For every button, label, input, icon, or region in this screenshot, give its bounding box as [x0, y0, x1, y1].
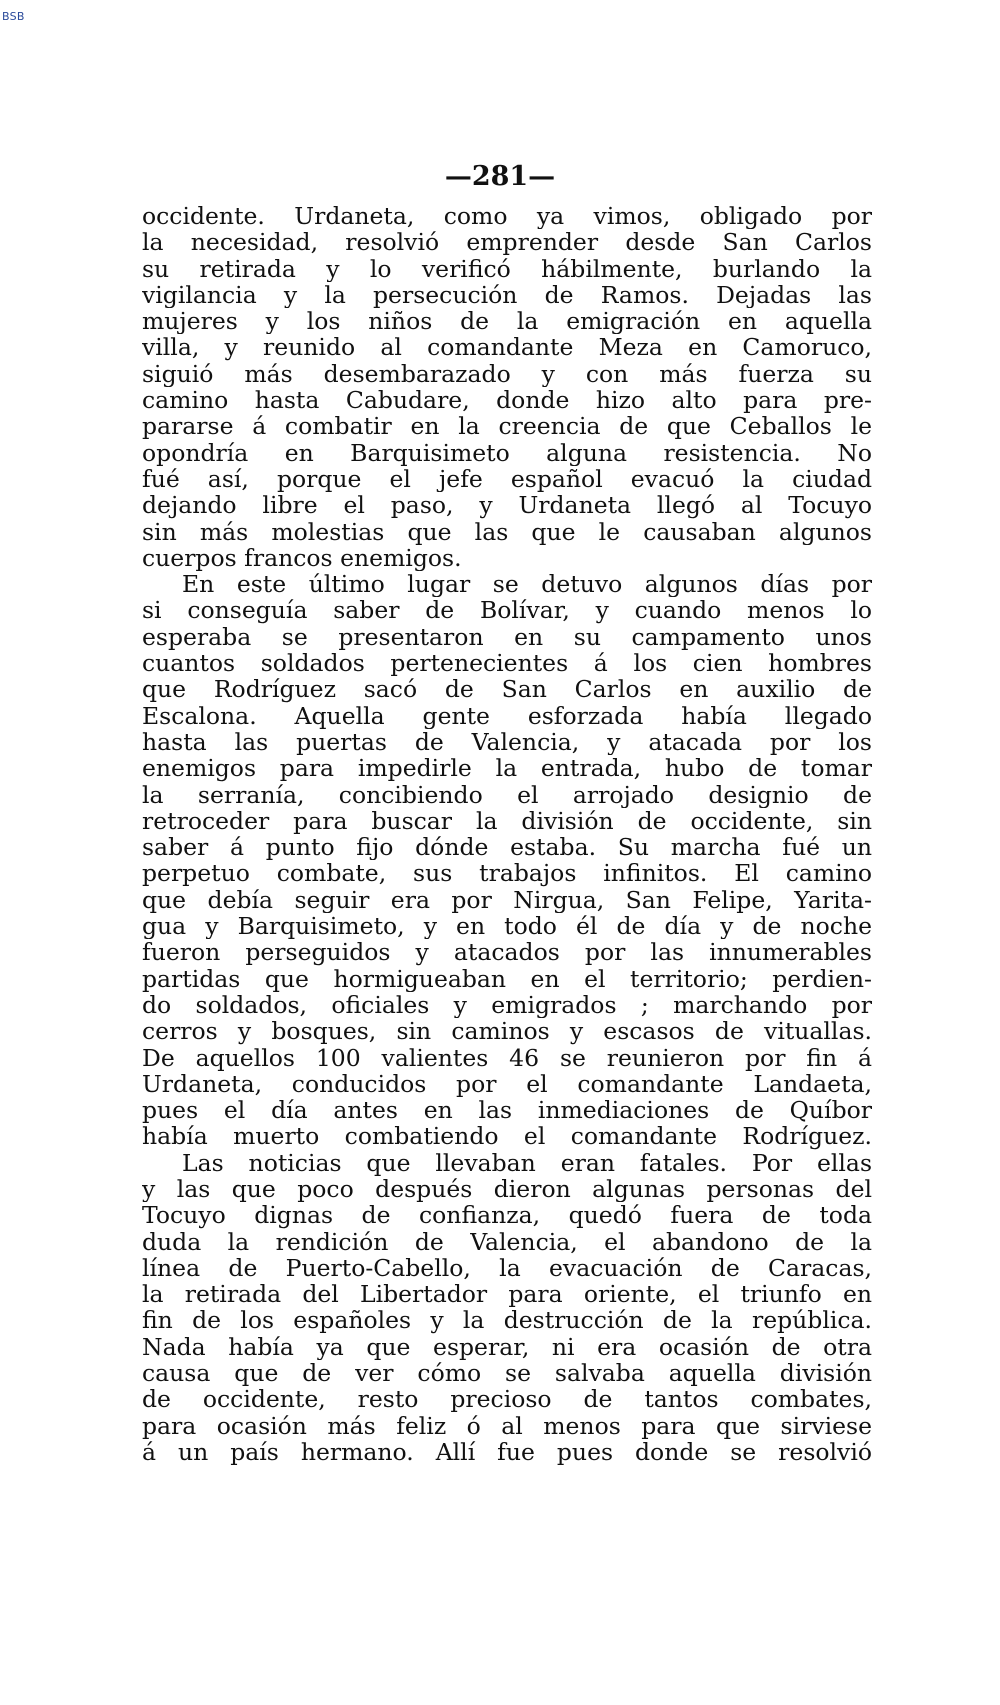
paragraph-start-line: En este último lugar se detuvo algunos días por	[182, 571, 872, 598]
text-line: Urdaneta, conducidos por el comandante Landaeta,	[142, 1070, 872, 1098]
text-line: la serranía, concibiendo el arrojado designio de	[142, 781, 872, 808]
text-line: mujeres y los niños de la emigración en aquella	[142, 308, 872, 335]
text-line: para ocasión más feliz ó al menos para que sirviese	[142, 1412, 872, 1439]
text-line: y las que poco después dieron algunas personas del	[142, 1175, 872, 1203]
text-line: saber á punto fijo dónde estaba. Su marcha fué un	[142, 834, 872, 861]
text-line: que debía seguir era por Nirgua, San Felipe, Yarita-	[142, 886, 872, 914]
text-line: do soldados, oficiales y emigrados ; marchando por	[142, 991, 872, 1019]
text-line: la retirada del Libertador para oriente, el triunfo en	[142, 1281, 872, 1308]
text-line: cerros y bosques, sin caminos y escasos de vituallas.	[142, 1018, 872, 1045]
text-line: causa que de ver cómo se salvaba aquella división	[142, 1360, 872, 1387]
text-line: siguió más desembarazado y con más fuerza su	[142, 360, 872, 388]
text-line: la necesidad, resolvió emprender desde San Carlos	[142, 229, 872, 256]
text-line: á un país hermano. Allí fue pues donde se resolvió	[142, 1438, 872, 1466]
text-line: partidas que hormigueaban en el territorio; perdien-	[142, 965, 872, 992]
text-line: Escalona. Aquella gente esforzada había llegado	[142, 702, 872, 729]
paragraph-end-line: había muerto combatiendo el comandante Rodríguez.	[142, 1123, 872, 1150]
text-line: fin de los españoles y la destrucción de la república.	[142, 1307, 872, 1334]
text-line: camino hasta Cabudare, donde hizo alto para pre-	[142, 387, 872, 414]
text-line: hasta las puertas de Valencia, y atacada por los	[142, 728, 872, 756]
text-line: pararse á combatir en la creencia de que Ceballos le	[142, 413, 872, 440]
text-line: duda la rendición de Valencia, el abandono de la	[142, 1228, 872, 1255]
text-line: gua y Barquisimeto, y en todo él de día y de noche	[142, 913, 872, 940]
text-line: dejando libre el paso, y Urdaneta llegó al Tocuyo	[142, 492, 872, 519]
text-line: si conseguía saber de Bolívar, y cuando menos lo	[142, 597, 872, 624]
text-line: fué así, porque el jefe español evacuó la ciudad	[142, 465, 872, 493]
text-line: de occidente, resto precioso de tantos combates,	[142, 1386, 872, 1413]
text-line: Nada había ya que esperar, ni era ocasión de otra	[142, 1333, 872, 1361]
text-line: enemigos para impedirle la entrada, hubo de tomar	[142, 755, 872, 782]
text-line: línea de Puerto-Cabello, la evacuación de Caracas,	[142, 1254, 872, 1282]
text-line: occidente. Urdaneta, como ya vimos, obligado por	[142, 203, 872, 230]
text-line: cuantos soldados pertenecientes á los cien hombres	[142, 650, 872, 677]
text-line: retroceder para buscar la división de occidente, sin	[142, 807, 872, 835]
paragraph-start-line: Las noticias que llevaban eran fatales. Por ellas	[182, 1149, 872, 1176]
text-line: perpetuo combate, sus trabajos infinitos. El camino	[142, 860, 872, 887]
text-line: De aquellos 100 valientes 46 se reunieron por fin á	[142, 1044, 872, 1071]
library-watermark: BSB	[2, 10, 25, 23]
text-line: villa, y reunido al comandante Meza en Camoruco,	[142, 334, 872, 361]
paragraph-end-line: cuerpos francos enemigos.	[142, 544, 462, 572]
page-number: —281—	[444, 161, 556, 192]
text-line: opondría en Barquisimeto alguna resistencia. No	[142, 439, 872, 466]
text-line: que Rodríguez sacó de San Carlos en auxilio de	[142, 676, 872, 703]
text-line: vigilancia y la persecución de Ramos. Dejadas las	[142, 281, 872, 309]
body-text	[142, 203, 872, 1465]
text-line: su retirada y lo verificó hábilmente, burlando la	[142, 255, 872, 282]
text-line: esperaba se presentaron en su campamento unos	[142, 623, 872, 651]
text-line: sin más molestias que las que le causaban algunos	[142, 518, 872, 545]
text-line: fueron perseguidos y atacados por las innumerables	[142, 939, 872, 966]
text-line: pues el día antes en las inmediaciones de Quíbor	[142, 1097, 872, 1124]
text-line: Tocuyo dignas de confianza, quedó fuera de toda	[142, 1202, 872, 1229]
